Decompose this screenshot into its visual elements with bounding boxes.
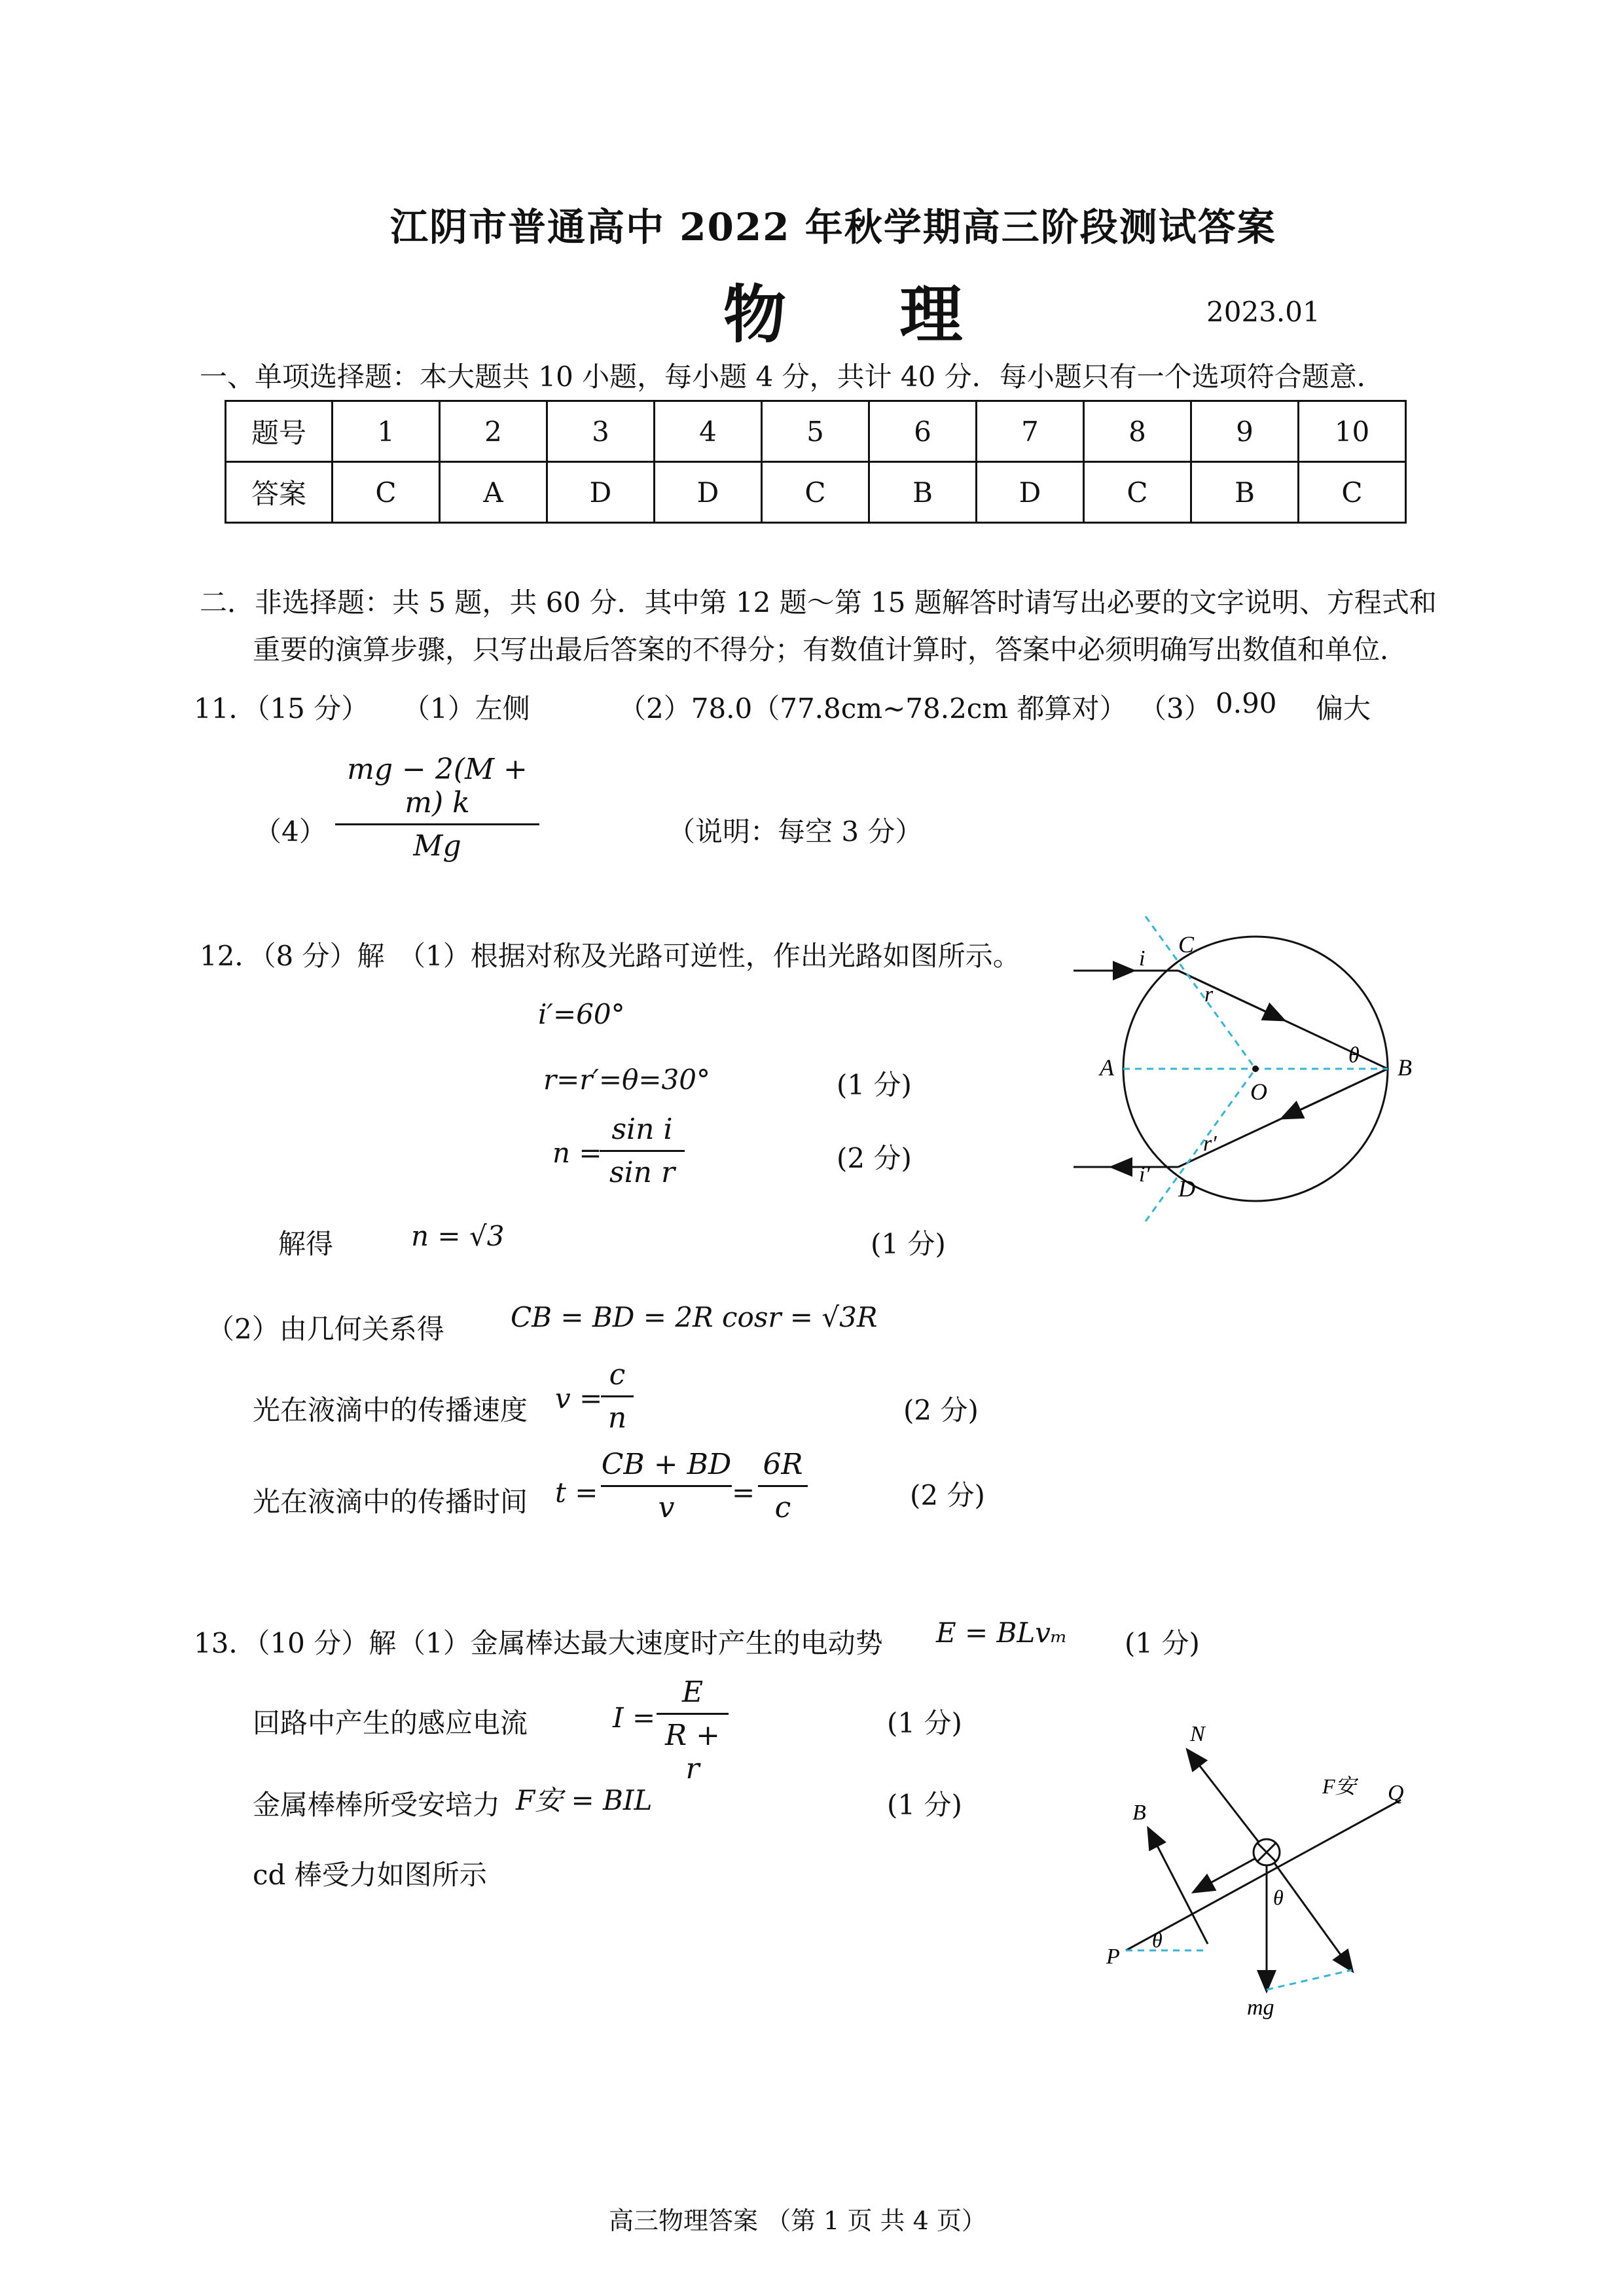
q13-line3: 金属棒棒所受安培力 — [253, 1789, 501, 1821]
table-cell: D — [547, 462, 655, 523]
exam-date: 2023.01 — [1206, 296, 1320, 328]
q11-part4-fraction — [335, 753, 539, 863]
numerator: CB + BD — [601, 1448, 732, 1481]
denominator: sin r — [609, 1156, 675, 1189]
q12-label: 12．（8 分）解 — [200, 940, 385, 972]
q12-solve-score: (1 分) — [871, 1228, 946, 1260]
label-b: B — [1398, 1054, 1412, 1081]
incline-rail — [1126, 1800, 1401, 1950]
normal-d — [1146, 1069, 1255, 1221]
numerator: 6R — [763, 1448, 803, 1481]
fraction-bar — [758, 1485, 808, 1487]
label-c: C — [1178, 931, 1195, 958]
label-theta-top: θ — [1273, 1886, 1284, 1909]
q12-speed-lhs: v = — [555, 1382, 603, 1414]
table-cell: 7 — [977, 401, 1084, 462]
normal-c — [1146, 916, 1255, 1069]
table-cell: C — [333, 462, 440, 523]
q12-time-fraction2 — [758, 1448, 808, 1524]
q12-part1: （1）根据对称及光路可逆性，作出光路如图所示。 — [398, 940, 1020, 972]
q12-time-score: (2 分) — [910, 1479, 985, 1511]
section2-heading-line2: 重要的演算步骤，只写出最后答案的不得分；有数值计算时，答案中必须明确写出数值和单位． — [253, 634, 1408, 666]
q12-time-lhs: t = — [555, 1477, 598, 1509]
table-cell: B — [869, 462, 977, 523]
q12-solve-eq: n = √3 — [411, 1220, 505, 1252]
q11-part4-label: （4） — [254, 816, 327, 848]
table-cell: C — [762, 462, 869, 523]
q13-line2: 回路中产生的感应电流 — [253, 1707, 528, 1739]
q12-eq3-fraction — [600, 1113, 685, 1189]
b-field-arrow — [1149, 1829, 1208, 1944]
table-cell: 1 — [333, 401, 440, 462]
label-i: i — [1139, 946, 1146, 971]
q13-line2-lhs: I = — [613, 1702, 656, 1734]
fraction-bar — [335, 823, 539, 825]
ray-arrow-cb — [1178, 971, 1283, 1020]
q13-line3-eq: F安 = BIL — [516, 1784, 653, 1816]
label-r: r — [1204, 982, 1214, 1007]
fraction-bar — [657, 1713, 729, 1715]
q13-part1-eq: E = BLvₘ — [936, 1617, 1068, 1649]
table-cell: 10 — [1299, 401, 1406, 462]
component-arrow — [1267, 1852, 1352, 1970]
q13-part1: （1）金属棒达最大速度时产生的电动势 — [398, 1627, 883, 1659]
table-cell: C — [1299, 462, 1406, 523]
table-row-answers — [226, 462, 1406, 523]
label-i-prime: i′ — [1139, 1162, 1150, 1187]
q11-part3-value: 0.90 — [1216, 687, 1277, 719]
q13-line2-score: (1 分) — [887, 1707, 962, 1739]
answer-table — [225, 400, 1407, 524]
numerator: c — [609, 1358, 626, 1391]
label-o: O — [1250, 1079, 1267, 1105]
label-p: P — [1106, 1945, 1120, 1969]
table-cell: A — [440, 462, 547, 523]
denominator: R + r — [665, 1719, 720, 1785]
numerator: E — [681, 1676, 704, 1709]
document-title: 江阴市普通高中 2022 年秋学期高三阶段测试答案 — [390, 205, 1276, 249]
q12-eq2: r=r′=θ=30° — [543, 1064, 710, 1096]
q12-solve-label: 解得 — [278, 1228, 334, 1260]
table-cell: 3 — [547, 401, 655, 462]
subject-title: 物 理 — [723, 278, 1009, 351]
q13-label: 13．（10 分）解 — [194, 1627, 397, 1659]
q11-part2: （2）78.0（77.8cm~78.2cm 都算对） — [619, 692, 1127, 725]
denominator: v — [658, 1491, 675, 1524]
q12-part2-label: （2）由几何关系得 — [207, 1313, 444, 1345]
q11-note: （说明：每空 3 分） — [668, 816, 923, 848]
page-footer: 高三物理答案 （第 1 页 共 4 页） — [609, 2206, 986, 2235]
section2-heading-line1: 二．非选择题：共 5 题，共 60 分．其中第 12 题～第 15 题解答时请写出必要的文字说明、方程式和 — [200, 586, 1437, 619]
q12-speed-fraction — [601, 1358, 634, 1435]
table-cell: B — [1191, 462, 1299, 523]
optics-diagram — [1060, 903, 1440, 1230]
label-q: Q — [1388, 1781, 1404, 1805]
q11-part3-label: （3） — [1139, 692, 1212, 725]
table-cell: 9 — [1191, 401, 1299, 462]
fraction-bar — [601, 1395, 634, 1397]
table-cell: 8 — [1084, 401, 1191, 462]
fraction-bar — [601, 1485, 732, 1487]
table-cell: 4 — [655, 401, 762, 462]
numerator: mg − 2(M + m) k — [347, 753, 528, 819]
q12-speed-score: (2 分) — [903, 1394, 979, 1426]
fraction-bar — [600, 1150, 685, 1152]
denominator: Mg — [413, 829, 461, 863]
table-cell: 2 — [440, 401, 547, 462]
label-d: D — [1178, 1175, 1195, 1202]
q12-eq1: i′=60° — [538, 998, 625, 1030]
q12-eq3-score: (2 分) — [837, 1142, 912, 1174]
q12-time-fraction — [601, 1448, 732, 1524]
ray-arrow-bd — [1283, 1069, 1388, 1118]
q11-part1: （1）左侧 — [403, 692, 530, 725]
table-cell: C — [1084, 462, 1191, 523]
q12-eq3-lhs: n = — [552, 1137, 602, 1169]
label-theta: θ — [1348, 1043, 1360, 1067]
q12-time-equals: = — [732, 1477, 755, 1509]
q11-label: 11．（15 分） — [194, 692, 369, 725]
q12-time-label: 光在液滴中的传播时间 — [253, 1486, 528, 1518]
label-mg: mg — [1247, 1996, 1274, 2020]
table-cell: D — [655, 462, 762, 523]
center-point — [1252, 1066, 1259, 1072]
label-theta-bottom: θ — [1152, 1928, 1163, 1952]
denominator: n — [607, 1401, 627, 1435]
table-cell: D — [977, 462, 1084, 523]
q12-speed-label: 光在液滴中的传播速度 — [253, 1394, 528, 1426]
normal-force-arrow — [1188, 1751, 1267, 1852]
q13-line3-score: (1 分) — [887, 1789, 962, 1821]
numerator: sin i — [611, 1113, 673, 1146]
label-f-ampere: F安 — [1322, 1774, 1356, 1798]
label-a: A — [1100, 1054, 1114, 1081]
label-b: B — [1132, 1801, 1146, 1825]
row-label-answer: 答案 — [226, 462, 333, 523]
force-diagram — [1087, 1695, 1453, 2022]
triangle-dashed — [1267, 1970, 1352, 1990]
denominator: c — [774, 1491, 791, 1524]
row-label-number: 题号 — [226, 401, 333, 462]
q13-line4: cd 棒受力如图所示 — [253, 1859, 487, 1891]
table-cell: 6 — [869, 401, 977, 462]
q13-line2-fraction — [657, 1676, 729, 1785]
q12-eq2-score: (1 分) — [837, 1069, 912, 1101]
q12-part2-eq: CB = BD = 2R cosr = √3R — [511, 1301, 878, 1333]
q13-part1-score: (1 分) — [1125, 1627, 1200, 1659]
table-cell: 5 — [762, 401, 869, 462]
table-row-numbers — [226, 401, 1406, 462]
label-n: N — [1190, 1722, 1205, 1746]
section1-heading: 一、单项选择题：本大题共 10 小题，每小题 4 分，共计 40 分．每小题只有一个选项符合题意． — [200, 361, 1384, 393]
q11-part3-extra: 偏大 — [1316, 692, 1371, 725]
label-r-prime: r′ — [1203, 1132, 1217, 1156]
